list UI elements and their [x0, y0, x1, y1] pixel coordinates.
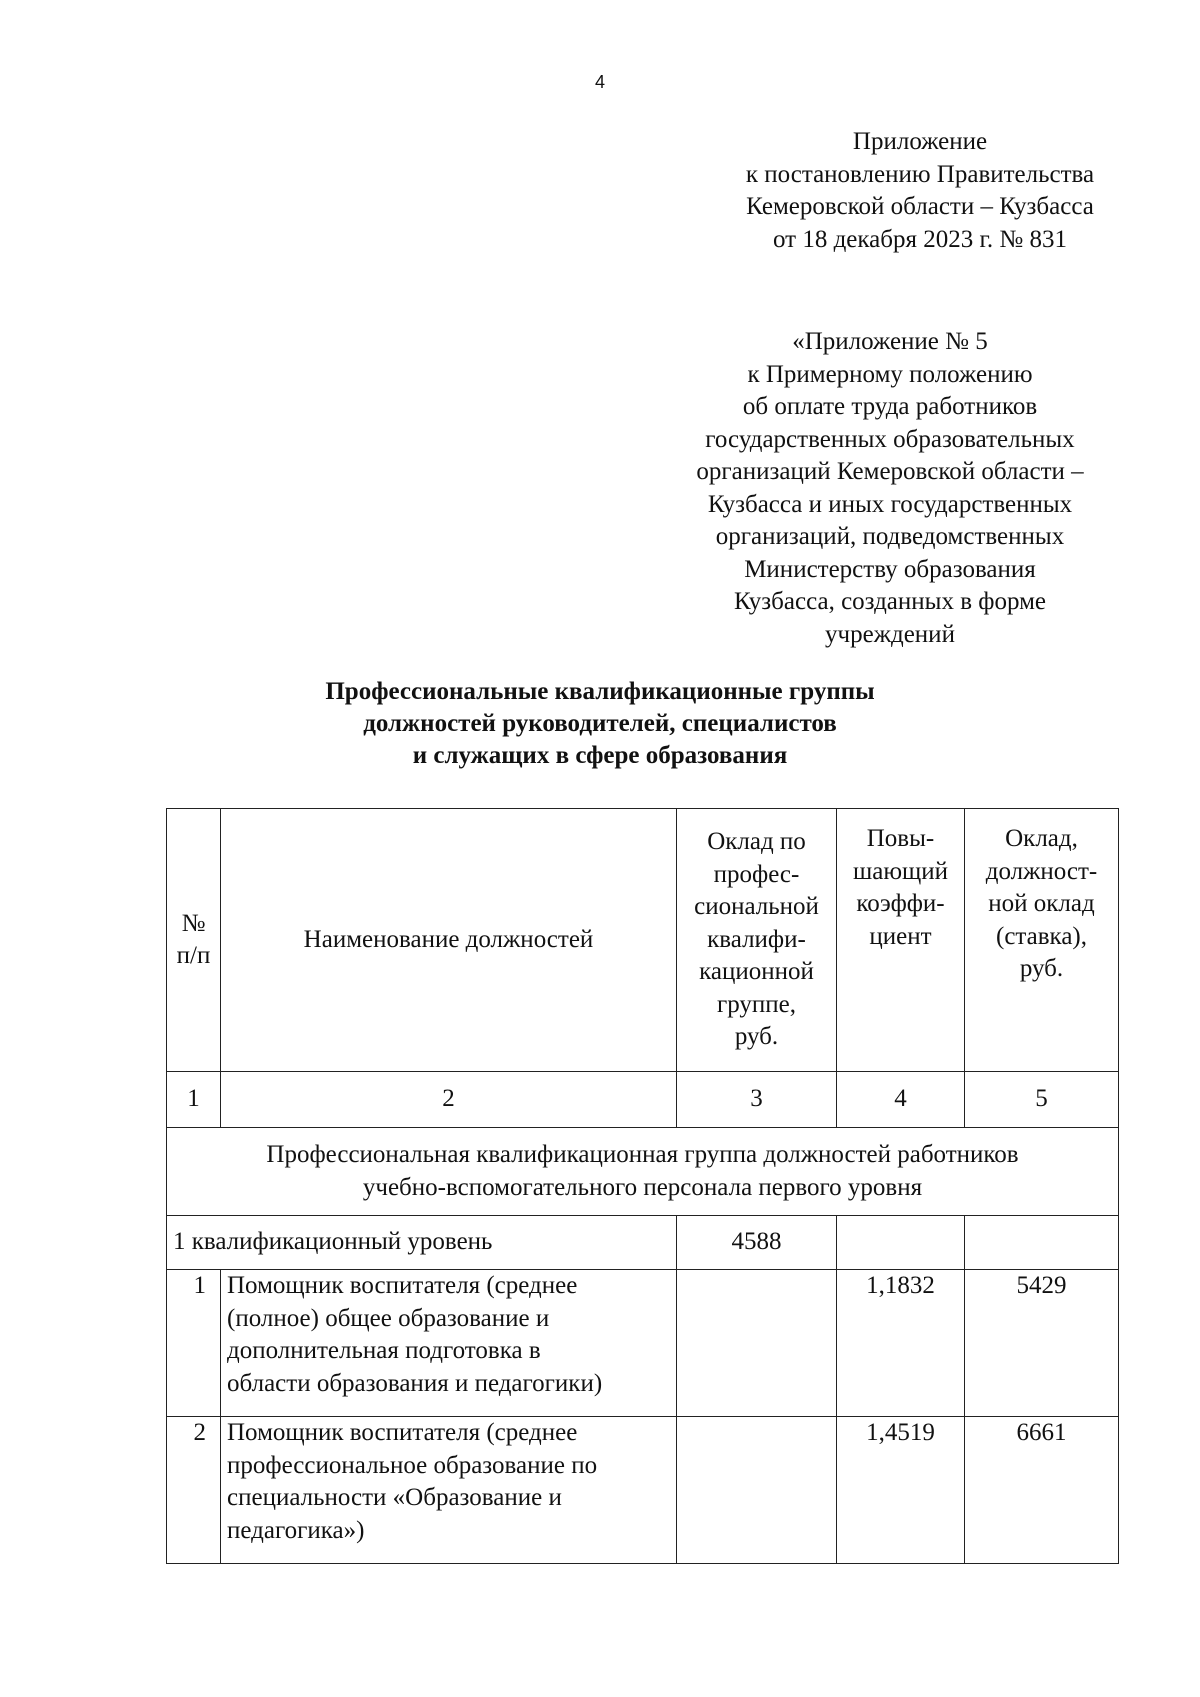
header-salary-line: должност- — [985, 857, 1098, 885]
column-number: 4 — [837, 1072, 965, 1128]
row-name-line: области образования и педагогики) — [227, 1369, 603, 1397]
header-base-salary-line: профес- — [713, 860, 800, 888]
group-title-row — [167, 1128, 1119, 1216]
appendix-reference-line: учреждений — [825, 620, 955, 648]
page-number: 4 — [594, 72, 605, 92]
appendix-header-line: Кемеровской области – Кузбасса — [746, 193, 1094, 220]
table-header-row — [167, 809, 1119, 1072]
row-salary: 5429 — [965, 1270, 1119, 1417]
salary-table — [166, 808, 1119, 1564]
column-number: 3 — [677, 1072, 837, 1128]
appendix-reference-line: «Приложение № 5 — [792, 328, 988, 355]
empty-cell — [965, 1216, 1119, 1270]
row-position-name — [221, 1270, 677, 1417]
column-number-row — [167, 1072, 1119, 1128]
document-title — [0, 676, 1200, 772]
appendix-header-line: Приложение — [852, 128, 988, 155]
appendix-reference-line: Кузбасса и иных государственных — [707, 490, 1073, 518]
header-salary-line: (ставка), — [996, 922, 1087, 950]
header-base-salary-line: Оклад по — [707, 828, 806, 856]
row-name-line: специальности «Образование и — [227, 1484, 562, 1511]
row-base-salary — [677, 1270, 837, 1417]
column-number: 1 — [167, 1072, 221, 1128]
header-salary — [965, 809, 1119, 1072]
row-name-line: Помощник воспитателя (среднее — [227, 1272, 578, 1299]
empty-cell — [837, 1216, 965, 1270]
header-coefficient-line: циент — [869, 922, 932, 950]
row-num: 2 — [167, 1417, 221, 1564]
group-title — [167, 1128, 1119, 1216]
header-num — [167, 809, 221, 1072]
header-num-line: п/п — [176, 942, 211, 969]
appendix-header-line: от 18 декабря 2023 г. № 831 — [772, 225, 1068, 253]
header-base-salary-line: квалифи- — [707, 925, 806, 953]
header-base-salary-line: группе, — [716, 990, 797, 1018]
appendix-reference-line: Кузбасса, созданных в форме — [733, 588, 1046, 615]
appendix-reference — [660, 326, 1120, 651]
group-title-line: учебно-вспомогательного персонала первого уровня — [362, 1173, 923, 1201]
title-line: и служащих в сфере образования — [412, 742, 788, 769]
row-name-line: профессиональное образование по — [227, 1451, 598, 1479]
header-base-salary-line: руб. — [734, 1023, 779, 1051]
appendix-reference-line: государственных образовательных — [705, 425, 1075, 453]
row-num: 1 — [167, 1270, 221, 1417]
header-coefficient-line: шающий — [852, 857, 949, 885]
header-base-salary-line: сиональной — [694, 893, 819, 921]
qualification-level-base-salary: 4588 — [677, 1216, 837, 1270]
qualification-level-row — [167, 1216, 1119, 1270]
title-line: Профессиональные квалификационные группы — [325, 678, 875, 705]
row-name-line: (полное) общее образование и — [227, 1304, 550, 1332]
header-coefficient-line: Повы- — [866, 825, 935, 852]
appendix-reference-line: организаций Кемеровской области – — [696, 458, 1084, 485]
table-row — [167, 1270, 1119, 1417]
header-base-salary — [677, 809, 837, 1072]
header-num-line: № — [181, 909, 206, 937]
row-base-salary — [677, 1417, 837, 1564]
column-number: 5 — [965, 1072, 1119, 1128]
header-salary-line: ной оклад — [988, 890, 1095, 917]
header-name — [221, 809, 677, 1072]
row-coefficient: 1,4519 — [837, 1417, 965, 1564]
group-title-line: Профессиональная квалификационная группа должностей работников — [266, 1141, 1019, 1168]
header-salary-line: руб. — [1019, 955, 1064, 982]
appendix-header-line: к постановлению Правительства — [745, 160, 1095, 188]
appendix-reference-line: к Примерному положению — [747, 360, 1033, 388]
appendix-header — [700, 126, 1140, 256]
row-coefficient: 1,1832 — [837, 1270, 965, 1417]
row-name-line: педагогика») — [227, 1516, 365, 1544]
appendix-reference-line: об оплате труда работников — [742, 393, 1038, 420]
appendix-reference-line: Министерству образования — [744, 555, 1036, 583]
column-number: 2 — [221, 1072, 677, 1128]
header-coefficient — [837, 809, 965, 1072]
row-name-line: дополнительная подготовка в — [227, 1337, 541, 1364]
header-coefficient-line: коэффи- — [856, 890, 945, 917]
header-salary-line: Оклад, — [1005, 825, 1078, 852]
row-salary: 6661 — [965, 1417, 1119, 1564]
row-position-name — [221, 1417, 677, 1564]
table-row — [167, 1417, 1119, 1564]
row-name-line: Помощник воспитателя (среднее — [227, 1419, 578, 1446]
qualification-level-label: 1 квалификационный уровень — [167, 1216, 677, 1270]
header-name-line: Наименование должностей — [303, 925, 594, 953]
title-line: должностей руководителей, специалистов — [363, 710, 837, 737]
appendix-reference-line: организаций, подведомственных — [715, 523, 1065, 550]
header-base-salary-line: кационной — [699, 958, 814, 986]
